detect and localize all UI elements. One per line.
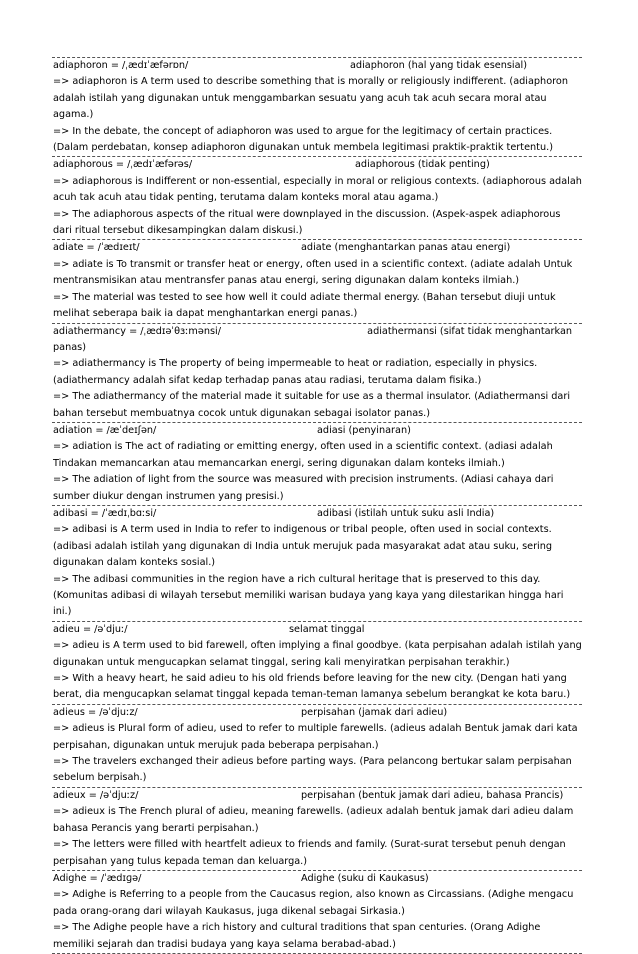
dictionary-entry [52, 324, 582, 423]
entry-definition: => adiaphoron is A term used to describe something that is morally or religiously indifferent. (adiaphoron adalah istilah yang digunakan untuk menggambarkan sesuatu yang acuh tak acuh secara moral atau agama.) [53, 76, 568, 121]
entry-pronunciation: adieux = /əˈdjuːz/ [53, 789, 139, 801]
entry-pronunciation: adieu = /əˈdjuː/ [53, 623, 128, 635]
dictionary-entry [52, 423, 582, 506]
entry-translation: adiasi (penyinaran) [317, 424, 411, 436]
entry-translation: adiaphorous (tidak penting) [355, 159, 490, 171]
entry-definition: => adieu is A term used to bid farewell, often implying a final goodbye. (kata perpisahan adalah istilah yang digunakan untuk mengucapkan selamat tinggal, sering kali menyiratkan perpisahan terakhir.) [53, 640, 582, 668]
entry-header [53, 788, 582, 804]
entry-example: => The adiation of light from the source was measured with precision instruments. (Adiasi cahaya dari sumber diukur dengan instrumen yang presisi.) [53, 474, 554, 502]
entry-translation: perpisahan (jamak dari adieu) [301, 706, 448, 718]
entry-pronunciation: adiate = /ˈædɪeɪt/ [53, 242, 140, 254]
entry-translation: Adighe (suku di Kaukasus) [301, 872, 429, 884]
dictionary-entry [52, 622, 582, 705]
entry-header [53, 506, 582, 522]
dictionary-entry [52, 788, 582, 871]
entry-definition: => adieux is The French plural of adieu, meaning farewells. (adieux adalah bentuk jamak dari adieu dalam bahasa Perancis yang berarti perpisahan.) [53, 806, 574, 834]
entry-definition: => adiation is The act of radiating or emitting energy, often used in a scientific context. (adiasi adalah Tindakan memancarkan atau memancarkan energi, sering digunakan dalam konteks ilmiah.) [53, 441, 553, 469]
entry-pronunciation: adibasi = /ˈædɪˌbɑːsi/ [53, 507, 157, 519]
entry-header [53, 423, 582, 439]
entry-header [53, 157, 582, 173]
entry-example: => With a heavy heart, he said adieu to his old friends before leaving for the new city. (Dengan hati yang berat, dia mengucapkan selamat tinggal kepada teman-teman lamanya sebelum berangkat ke kota baru.) [53, 673, 571, 701]
dictionary-entry [52, 506, 582, 622]
entry-translation: adiaphoron (hal yang tidak esensial) [350, 60, 528, 71]
entry-example: => The adiaphorous aspects of the ritual were downplayed in the discussion. (Aspek-aspek adiaphorous dari ritual tersebut dikesampingkan dalam diskusi.) [53, 208, 561, 237]
entry-pronunciation: Adighe = /ˈædɪɡə/ [53, 872, 142, 884]
entry-header [53, 871, 582, 887]
entry-pronunciation: adieus = /əˈdjuːz/ [53, 706, 138, 718]
dictionary-entry [52, 157, 582, 240]
entry-translation: adiathermansi (sifat tidak menghantarkan panas) [53, 325, 573, 353]
dictionary-entry [52, 871, 582, 954]
entry-pronunciation: adiaphoron = /ˌædɪˈæfərɒn/ [53, 60, 189, 71]
entry-header [53, 622, 582, 638]
entry-example: => The adiathermancy of the material made it suitable for use as a thermal insulator. (Adiathermansi dari bahan tersebut membuatnya cocok untuk digunakan sebagai isolator panas.) [53, 391, 571, 419]
entry-pronunciation: adiation = /æˈdeɪʃən/ [53, 424, 157, 436]
entry-example: => The Adighe people have a rich history and cultural traditions that span centuries. (Orang Adighe memiliki sejarah dan tradisi budaya yang kaya selama berabad-abad.) [53, 922, 541, 950]
entry-pronunciation: adiathermancy = /ˌædɪəˈθɜːmənsi/ [53, 325, 221, 337]
entry-example: => In the debate, the concept of adiaphoron was used to argue for the legitimacy of certain practices. (Dalam perdebatan, konsep adiaphoron digunakan untuk membela legitimasi praktik-praktik tertentu.) [53, 125, 553, 154]
entry-definition: => Adighe is Referring to a people from the Caucasus region, also known as Circassians. (Adighe mengacu pada orang-orang dari wilayah Kaukasus, juga dikenal sebagai Sirkasia.) [53, 889, 574, 917]
dictionary-entry [52, 705, 582, 788]
entry-definition: => adiate is To transmit or transfer heat or energy, often used in a scientific context. (adiate adalah Untuk mentransmisikan atau mentransfer panas atau energi, sering digunakan dalam konteks ilmiah.) [53, 258, 573, 287]
dictionary-entry [52, 240, 582, 323]
entry-definition: => adiaphorous is Indifferent or non-essential, especially in moral or religious contexts. (adiaphorous adalah acuh tak acuh atau tidak penting, terutama dalam konteks moral atau agama.) [53, 175, 582, 204]
entry-translation: adibasi (istilah untuk suku asli India) [317, 507, 495, 519]
dictionary-entry [52, 57, 582, 157]
entry-translation: selamat tinggal [289, 623, 365, 635]
entry-definition: => adibasi is A term used in India to refer to indigenous or tribal people, often used in social contexts. (adibasi adalah istilah yang digunakan di India untuk merujuk pada masyarakat adat atau suku, sering digunakan dalam konteks sosial.) [53, 524, 553, 569]
entry-translation: adiate (menghantarkan panas atau energi) [301, 242, 511, 254]
entry-pronunciation: adiaphorous = /ˌædɪˈæfərəs/ [53, 159, 193, 171]
dictionary-document [52, 57, 582, 954]
entry-header [53, 324, 582, 357]
entry-translation: perpisahan (bentuk jamak dari adieu, bahasa Prancis) [301, 789, 564, 801]
entry-header [53, 58, 582, 74]
entry-example: => The travelers exchanged their adieus before parting ways. (Para pelancong bertukar salam perpisahan sebelum berpisah.) [53, 756, 572, 784]
entry-definition: => adiathermancy is The property of being impermeable to heat or radiation, especially in physics. (adiathermancy adalah sifat kedap terhadap panas atau radiasi, terutama dalam fisika.) [53, 358, 538, 386]
entry-header [53, 705, 582, 721]
entry-header [53, 240, 582, 256]
entry-definition: => adieus is Plural form of adieu, used to refer to multiple farewells. (adieus adalah Bentuk jamak dari kata perpisahan, digunakan untuk merujuk pada beberapa perpisahan.) [53, 723, 578, 751]
entry-example: => The adibasi communities in the region have a rich cultural heritage that is preserved to this day. (Komunitas adibasi di wilayah tersebut memiliki warisan budaya yang kaya yang dilestarikan hingga hari ini.) [53, 573, 564, 618]
entry-example: => The material was tested to see how well it could adiate thermal energy. (Bahan tersebut diuji untuk melihat seberapa baik ia dapat menghantarkan energi panas.) [53, 291, 556, 320]
entry-example: => The letters were filled with heartfelt adieux to friends and family. (Surat-surat tersebut penuh dengan perpisahan yang tulus kepada teman dan keluarga.) [53, 839, 566, 867]
